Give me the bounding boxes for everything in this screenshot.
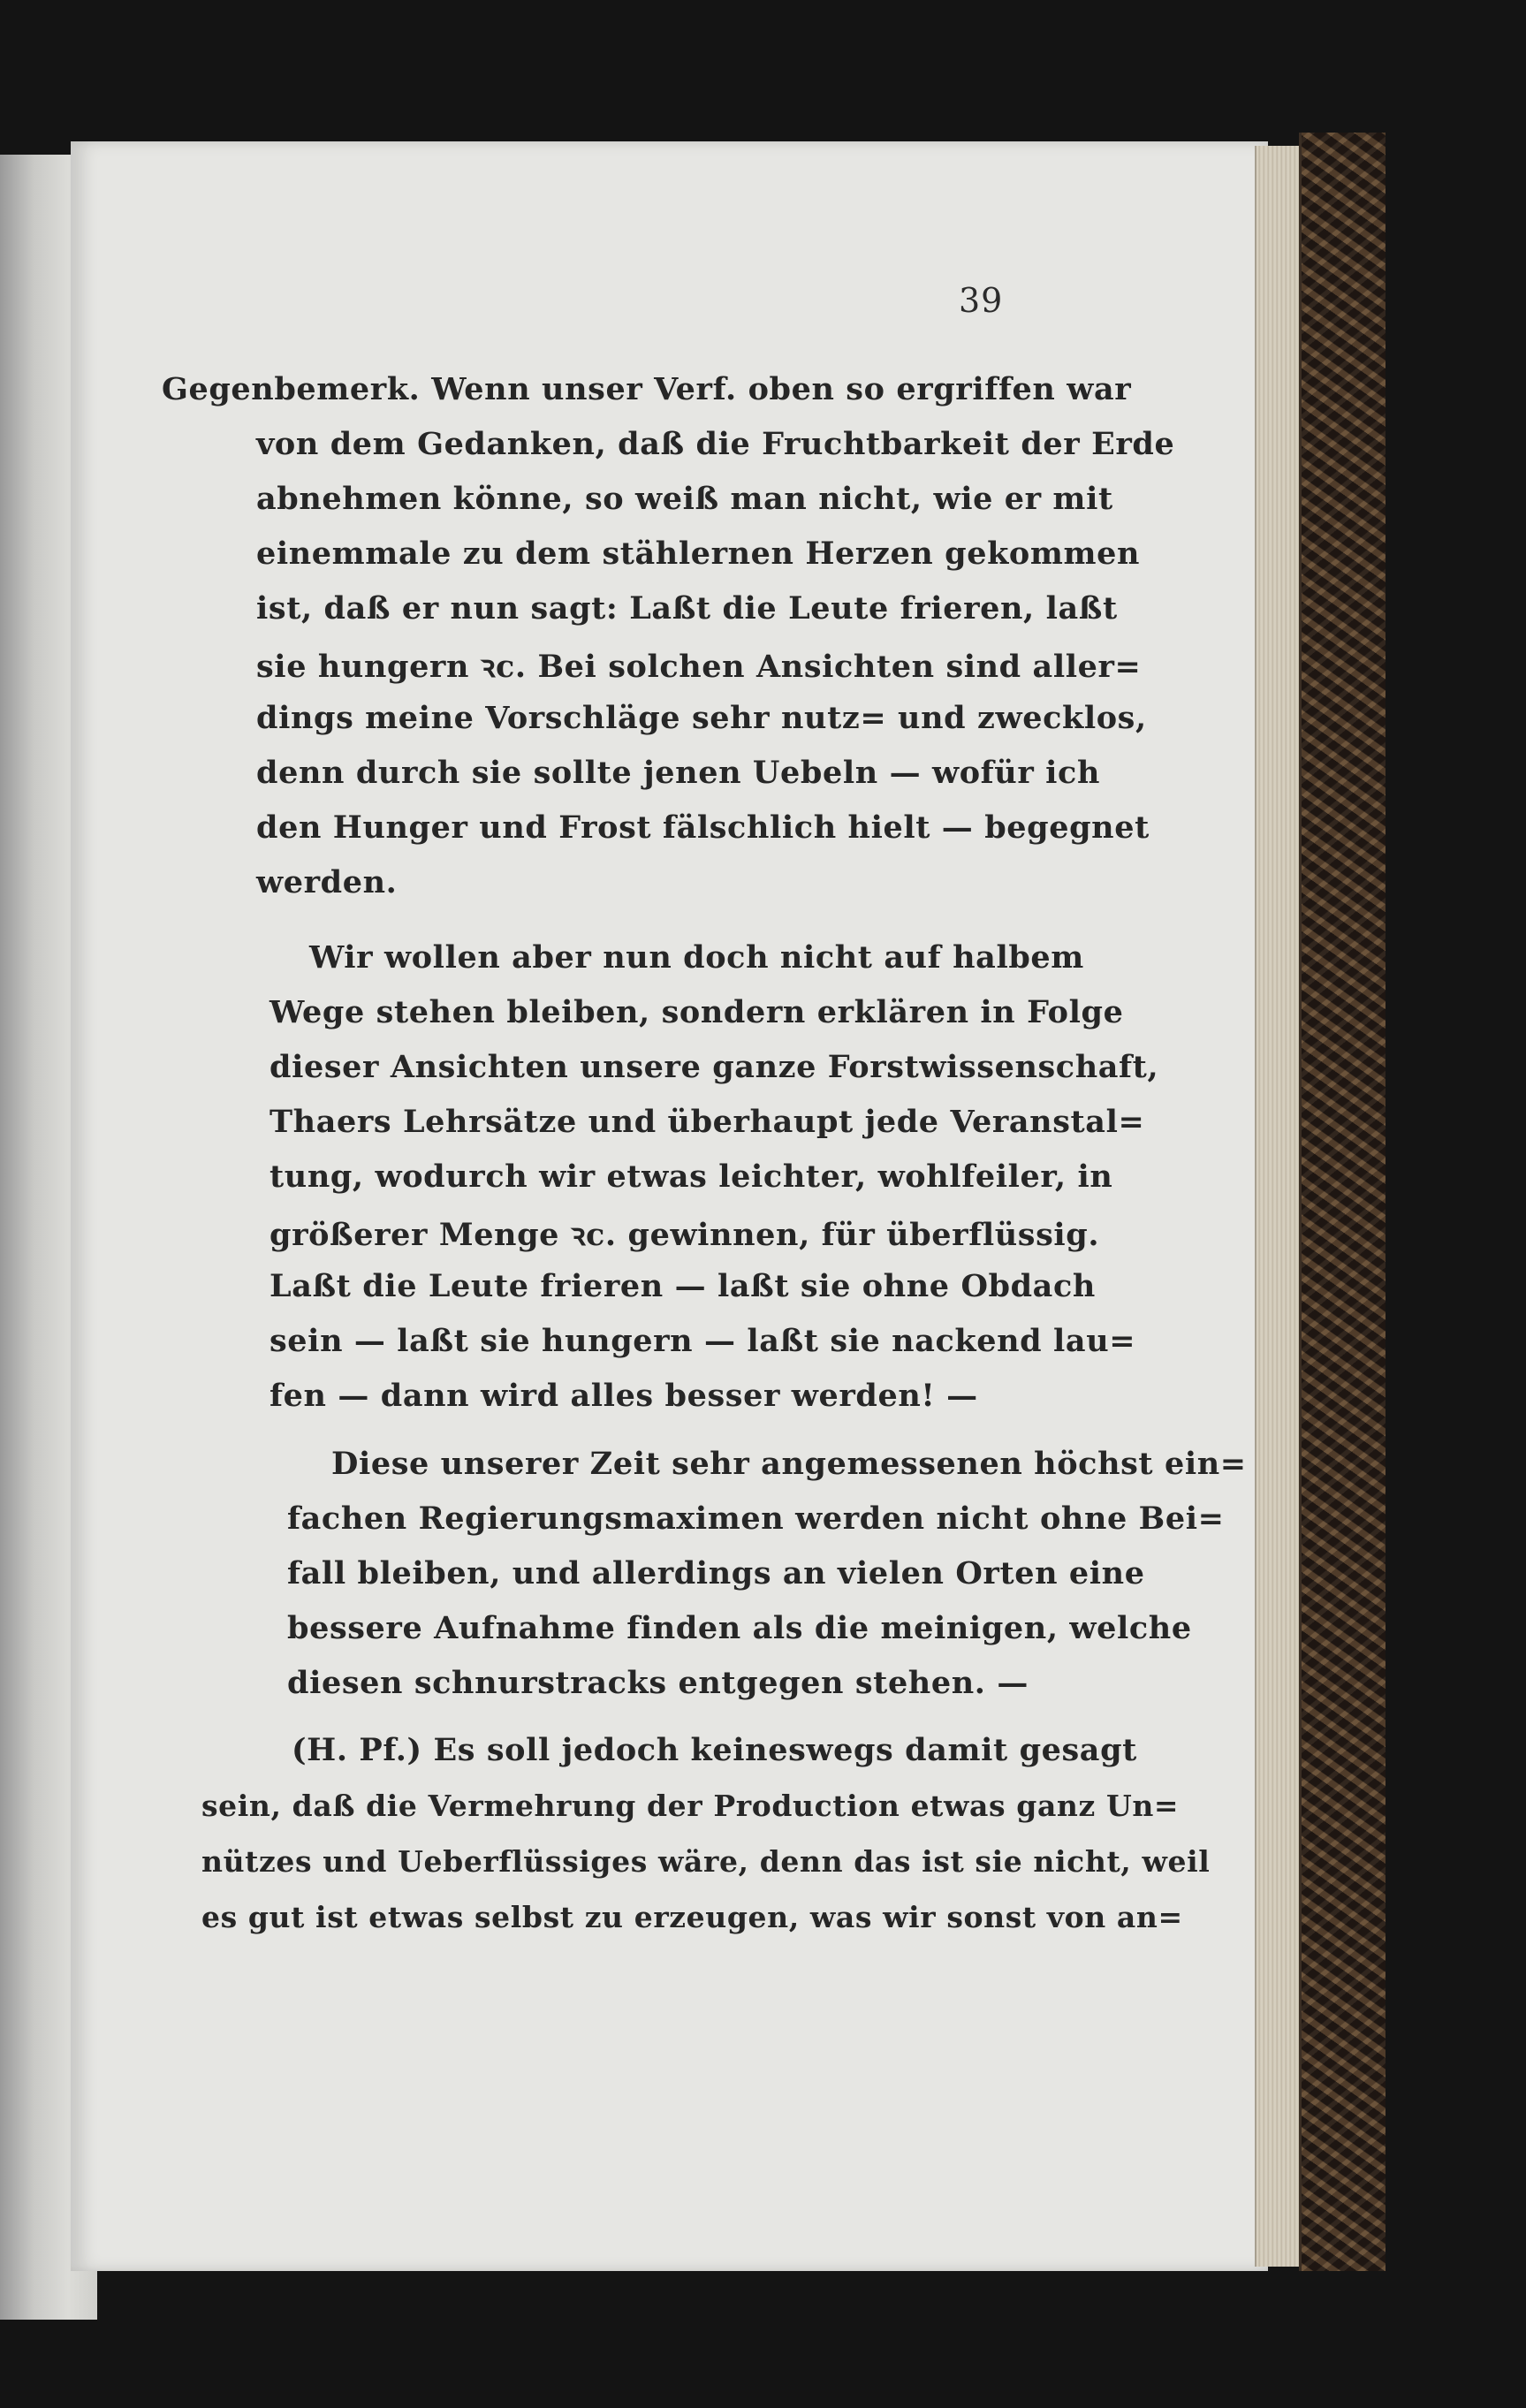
text-line: denn durch sie sollte jenen Uebeln — wofür ich	[256, 755, 1101, 791]
text-line: dieser Ansichten unsere ganze Forstwissenschaft,	[270, 1049, 1159, 1085]
text-line: größerer Menge ꝛc. gewinnen, für überflüssig.	[270, 1217, 1100, 1253]
text-line: sein — laßt sie hungern — laßt sie nackend lau=	[270, 1323, 1136, 1359]
text-line: sein, daß die Vermehrung der Production etwas ganz Un=	[201, 1789, 1180, 1823]
text-line: Diese unserer Zeit sehr angemessenen höchst ein=	[331, 1446, 1247, 1482]
text-line: diesen schnurstracks entgegen stehen. —	[287, 1665, 1029, 1701]
text-line: Gegenbemerk. Wenn unser Verf. oben so ergriffen war	[162, 371, 1132, 407]
text-line: Wege stehen bleiben, sondern erklären in Folge	[270, 994, 1124, 1030]
text-line: nützes und Ueberflüssiges wäre, denn das ist sie nicht, weil	[201, 1844, 1211, 1879]
text-line: Thaers Lehrsätze und überhaupt jede Veranstal=	[270, 1104, 1145, 1140]
text-line: fachen Regierungsmaximen werden nicht ohne Bei=	[287, 1500, 1225, 1537]
text-line: werden.	[256, 864, 398, 900]
text-line: ist, daß er nun sagt: Laßt die Leute frieren, laßt	[256, 590, 1118, 627]
text-line: (H. Pf.) Es soll jedoch keineswegs damit gesagt	[292, 1732, 1137, 1768]
text-line: von dem Gedanken, daß die Fruchtbarkeit der Erde	[256, 426, 1175, 462]
text-line: fen — dann wird alles besser werden! —	[270, 1378, 978, 1414]
text-line: dings meine Vorschläge sehr nutz= und zwecklos,	[256, 700, 1147, 736]
text-line: Laßt die Leute frieren — laßt sie ohne Obdach	[270, 1268, 1096, 1304]
text-line: tung, wodurch wir etwas leichter, wohlfeiler, in	[270, 1158, 1113, 1195]
text-line: fall bleiben, und allerdings an vielen Orten eine	[287, 1555, 1145, 1591]
text-line: bessere Aufnahme finden als die meinigen, welche	[287, 1610, 1192, 1646]
text-line: es gut ist etwas selbst zu erzeugen, was wir sonst von an=	[201, 1900, 1183, 1934]
page-number: 39	[959, 281, 1004, 320]
text-line: einemmale zu dem stählernen Herzen gekommen	[256, 536, 1141, 572]
page-stack-edge	[1255, 146, 1305, 2267]
text-line: sie hungern ꝛc. Bei solchen Ansichten sind aller=	[256, 649, 1142, 685]
text-line: den Hunger und Frost fälschlich hielt — begegnet	[256, 809, 1150, 846]
text-line: abnehmen könne, so weiß man nicht, wie er mit	[256, 481, 1113, 517]
text-line: Wir wollen aber nun doch nicht auf halbem	[309, 939, 1084, 976]
marbled-cover-board	[1299, 133, 1386, 2271]
